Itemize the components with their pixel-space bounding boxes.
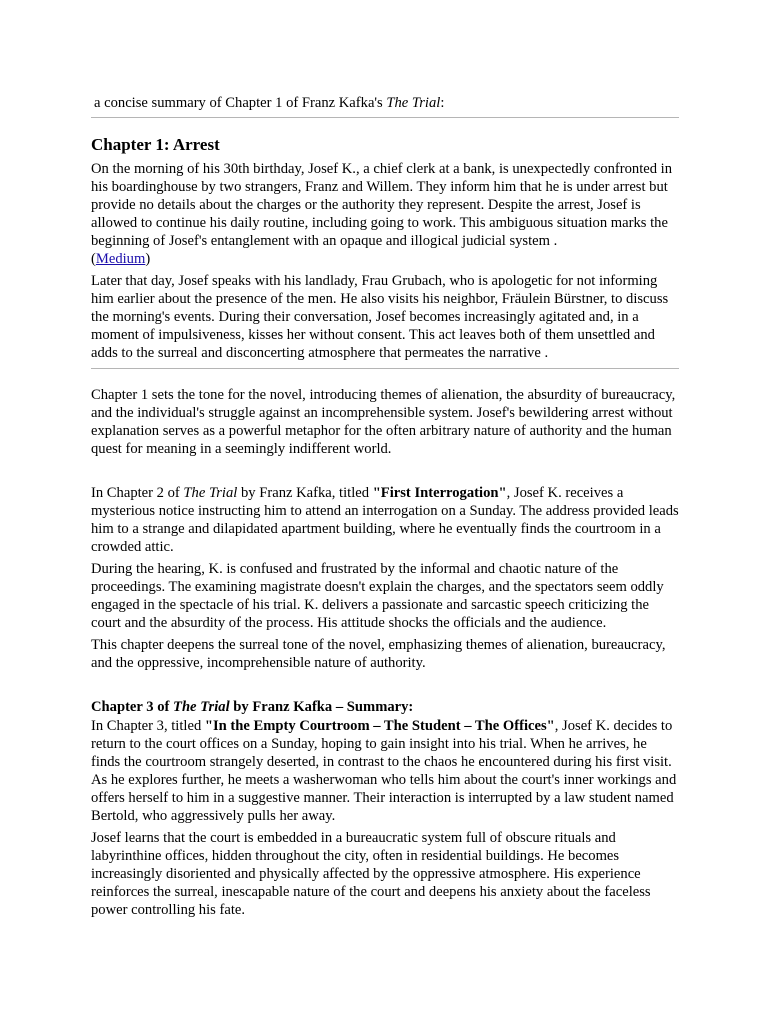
divider-top [91, 117, 679, 118]
chapter-1-paragraph-1 [91, 160, 679, 268]
chapter-1-summary: Chapter 1 sets the tone for the novel, introducing themes of alienation, the absurdity of bureaucracy, and the individual's struggle against an incomprehensible system. Josef's bewildering arrest without explanation serves as a powerful metaphor for the often arbitrary nature of authority and the human quest for meaning in a seemingly indifferent world. [91, 387, 676, 457]
chapter-3-heading-suffix: by Franz Kafka – Summary: [229, 699, 414, 715]
divider-middle [91, 368, 679, 369]
chapter-3-heading-book-title: The Trial [173, 699, 230, 715]
chapter-1-paragraph-2: Later that day, Josef speaks with his landlady, Frau Grubach, who is apologetic for not informing him earlier about the presence of the men. He also visits his neighbor, Fräulein Bürstner, to discuss the morning's events. During their conversation, Josef becomes increasingly agitated and, in a moment of impulsiveness, kisses her without consent. This act leaves both of them unsettled and adds to the surreal and disconcerting atmosphere that permeates the narrative . [91, 273, 669, 361]
chapter-3-heading-text: Chapter 3 of [91, 699, 174, 715]
intro-suffix: : [440, 95, 445, 111]
intro-book-title: The Trial [386, 95, 441, 111]
chapter-2-paragraph-2: During the hearing, K. is confused and frustrated by the informal and chaotic nature of the proceedings. The examining magistrate doesn't explain the charges, and the spectators seem oddly engaged in the spectacle of his trial. K. delivers a passionate and sarcastic speech criticizing the court and the absurdity of the process. His attitude shocks the officials and the audience. [91, 561, 664, 631]
chapter-1-paragraph-1-text: On the morning of his 30th birthday, Josef K., a chief clerk at a bank, is unexpectedly confronted in his boardinghouse by two strangers, Franz and Willem. They inform him that he is under arrest but provide no details about the charges or the authority they represent. Despite the arrest, Josef is allowed to continue his daily routine, including going to work. This ambiguous situation marks the beginning of Josef's entanglement with an opaque and illogical judicial system . [91, 161, 673, 249]
chapter-2-title: "First Interrogation" [372, 485, 507, 501]
source-link-medium[interactable]: Medium [95, 251, 146, 267]
chapter-3-paragraph-1 [91, 717, 679, 825]
source-open-paren: ( [91, 251, 96, 267]
chapter-3-title: "In the Empty Courtroom – The Student – The Offices" [204, 718, 555, 734]
chapter-2-book-title: The Trial [183, 485, 238, 501]
chapter-2-paragraph-3: This chapter deepens the surreal tone of the novel, emphasizing themes of alienation, bureaucracy, and the oppressive, incomprehensible nature of authority. [91, 637, 666, 671]
chapter-1-heading: Chapter 1: Arrest [91, 135, 220, 154]
chapter-2-paragraph-1 [91, 484, 679, 556]
intro-line [91, 94, 679, 112]
chapter-2-intro-text: In Chapter 2 of [91, 485, 184, 501]
intro-text: a concise summary of Chapter 1 of Franz Kafka's [94, 95, 387, 111]
chapter-2-paragraph-1-text: , Josef K. receives a mysterious notice instructing him to attend an interrogation on a Sunday. The address provided leads him to a strange and dilapidated apartment building, where he eventually finds the courtroom in a crowded attic. [91, 485, 679, 555]
document-body [91, 94, 679, 919]
chapter-3-intro-text: In Chapter 3, titled [91, 718, 205, 734]
chapter-3-heading [91, 698, 679, 716]
chapter-3-paragraph-2: Josef learns that the court is embedded in a bureaucratic system full of obscure rituals and labyrinthine offices, hidden throughout the city, often in residential buildings. He becomes increasingly disoriented and physically affected by the oppressive atmosphere. His experience reinforces the surreal, inescapable nature of the court and deepens his anxiety about the faceless power controlling his fate. [91, 830, 651, 918]
chapter-3-paragraph-1-text: , Josef K. decides to return to the court offices on a Sunday, hoping to gain insight into his trial. When he arrives, he finds the courtroom strangely deserted, in contrast to the chaos he encountered during his first visit. As he explores further, he meets a washerwoman who tells him about the court's inner workings and offers herself to him in a suggestive manner. Their interaction is interrupted by a law student named Bertold, who aggressively pulls her away. [91, 718, 677, 824]
source-close-paren: ) [145, 251, 151, 267]
chapter-2-titled-text: by Franz Kafka, titled [237, 485, 373, 501]
